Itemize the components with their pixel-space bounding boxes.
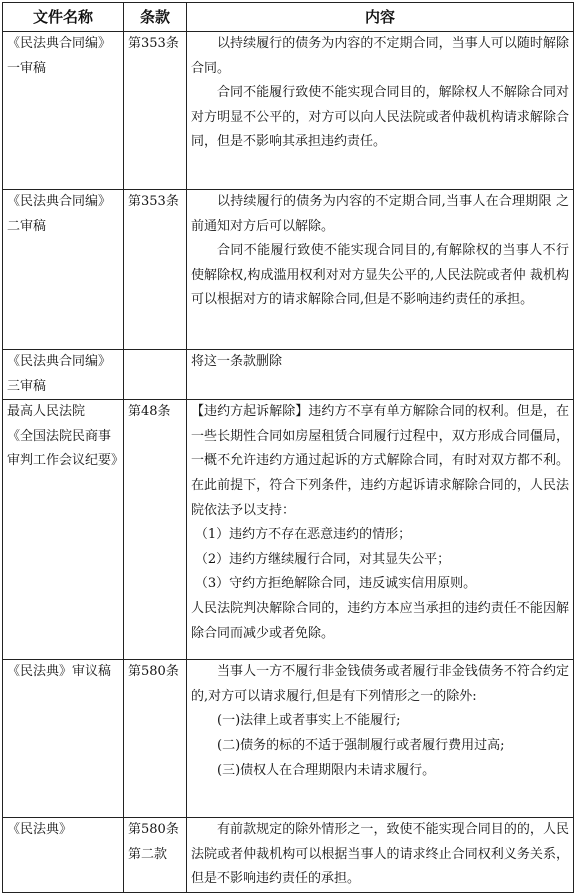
document-name-cell <box>3 400 124 660</box>
clause-line: 第353条 <box>128 194 179 209</box>
clause-line: 第580条 <box>128 822 179 838</box>
clause-cell <box>124 400 187 660</box>
document-name-cell <box>3 32 124 190</box>
table-body <box>3 32 574 893</box>
content-paragraph: (一)法律上或者事实上不能履行; <box>217 713 401 729</box>
content-paragraph: 当事人一方不履行非金钱债务或者履行非金钱债务不符合约定的,对方可以请求履行,但是有下列情形之一的除外: <box>191 664 569 704</box>
header-clause: 条款 <box>124 3 187 32</box>
document-name-line: 三审稿 <box>7 378 47 394</box>
content-cell <box>187 190 574 350</box>
content-paragraph: 以持续履行的债务为内容的不定期合同，当事人可以随时解除合同。 <box>191 36 569 76</box>
table-row <box>3 400 574 660</box>
content-cell <box>187 818 574 893</box>
clause-cell <box>124 32 187 190</box>
header-content: 内容 <box>187 3 574 32</box>
document-name-cell <box>3 350 124 400</box>
content-cell <box>187 400 574 660</box>
document-name-line: 《全国法院民商事审判工作会议纪要》 <box>7 428 125 469</box>
content-paragraph: （1）违约方不存在恶意违约的情形； <box>194 527 412 543</box>
header-document-name: 文件名称 <box>3 3 124 32</box>
content-paragraph: 人民法院判决解除合同的，违约方本应当承担的违约责任不能因解除合同而减少或者免除。 <box>191 600 569 641</box>
clause-cell <box>124 190 187 350</box>
content-cell <box>187 350 574 400</box>
document-name-line: 最高人民法院 <box>7 404 86 420</box>
content-cell <box>187 660 574 818</box>
clause-line: 第580条 <box>128 664 179 680</box>
document-name-line: 《民法典》审议稿 <box>7 664 112 680</box>
clause-cell <box>124 660 187 818</box>
content-paragraph: 以持续履行的债务为内容的不定期合同,当事人在合理期限 之前通知对方后可以解除。 <box>191 194 569 234</box>
content-paragraph: (二)债务的标的不适于强制履行或者履行费用过高; <box>217 737 505 753</box>
table-row <box>3 32 574 190</box>
content-paragraph: （2）违约方继续履行合同，对其显失公平； <box>194 551 451 567</box>
document-name-cell <box>3 190 124 350</box>
clause-line: 第353条 <box>128 36 179 51</box>
table-row <box>3 660 574 818</box>
clause-line: 第48条 <box>128 404 171 420</box>
table-row <box>3 190 574 350</box>
table-row <box>3 818 574 893</box>
comparison-table <box>2 2 574 893</box>
content-paragraph: 有前款规定的除外情形之一，致使不能实现合同目的的，人民法院或者仲裁机构可以根据当事人的请求终止合同权利义务关系，但是不影响违约责任的承担。 <box>191 822 569 887</box>
table-header-row <box>3 3 574 32</box>
document-name-line: 《民法典合同编》 <box>7 354 112 369</box>
clause-line: 第二款 <box>128 846 168 862</box>
content-paragraph: (三)债权人在合理期限内未请求履行。 <box>217 762 436 778</box>
document-name-cell <box>3 660 124 818</box>
content-cell <box>187 32 574 190</box>
document-name-cell <box>3 818 124 893</box>
document-name-line: 一审稿 <box>7 60 47 76</box>
table-row <box>3 350 574 400</box>
document-name-line: 《民法典》 <box>7 822 73 838</box>
clause-cell <box>124 818 187 893</box>
document-name-line: 《民法典合同编》 <box>7 194 112 209</box>
content-paragraph: 将这一条款删除 <box>191 354 283 369</box>
content-paragraph: （3）守约方拒绝解除合同，违反诚实信用原则。 <box>194 576 477 592</box>
clause-cell <box>124 350 187 400</box>
document-name-line: 《民法典合同编》 <box>7 36 112 51</box>
content-paragraph: 合同不能履行致使不能实现合同目的,有解除权的当事人不行使解除权,构成滥用权利对对方显失公平的,人民法院或者仲 裁机构可以根据对方的请求解除合同,但是不影响违约责任的承担。 <box>191 243 569 308</box>
content-paragraph: 合同不能履行致使不能实现合同目的，解除权人不解除合同对对方明显不公平的，对方可以向人民法院或者仲裁机构请求解除合同，但是不影响其承担违约责任。 <box>191 85 569 150</box>
document-name-line: 二审稿 <box>7 218 47 234</box>
content-paragraph: 【违约方起诉解除】违约方不享有单方解除合同的权利。但是，在一些长期性合同如房屋租赁合同履行过程中，双方形成合同僵局，一概不允许违约方通过起诉的方式解除合同，有时对双方都不利。在此前提下，符合下列条件，违约方起诉请求解除合同的，人民法院依法予以支持： <box>191 404 569 518</box>
